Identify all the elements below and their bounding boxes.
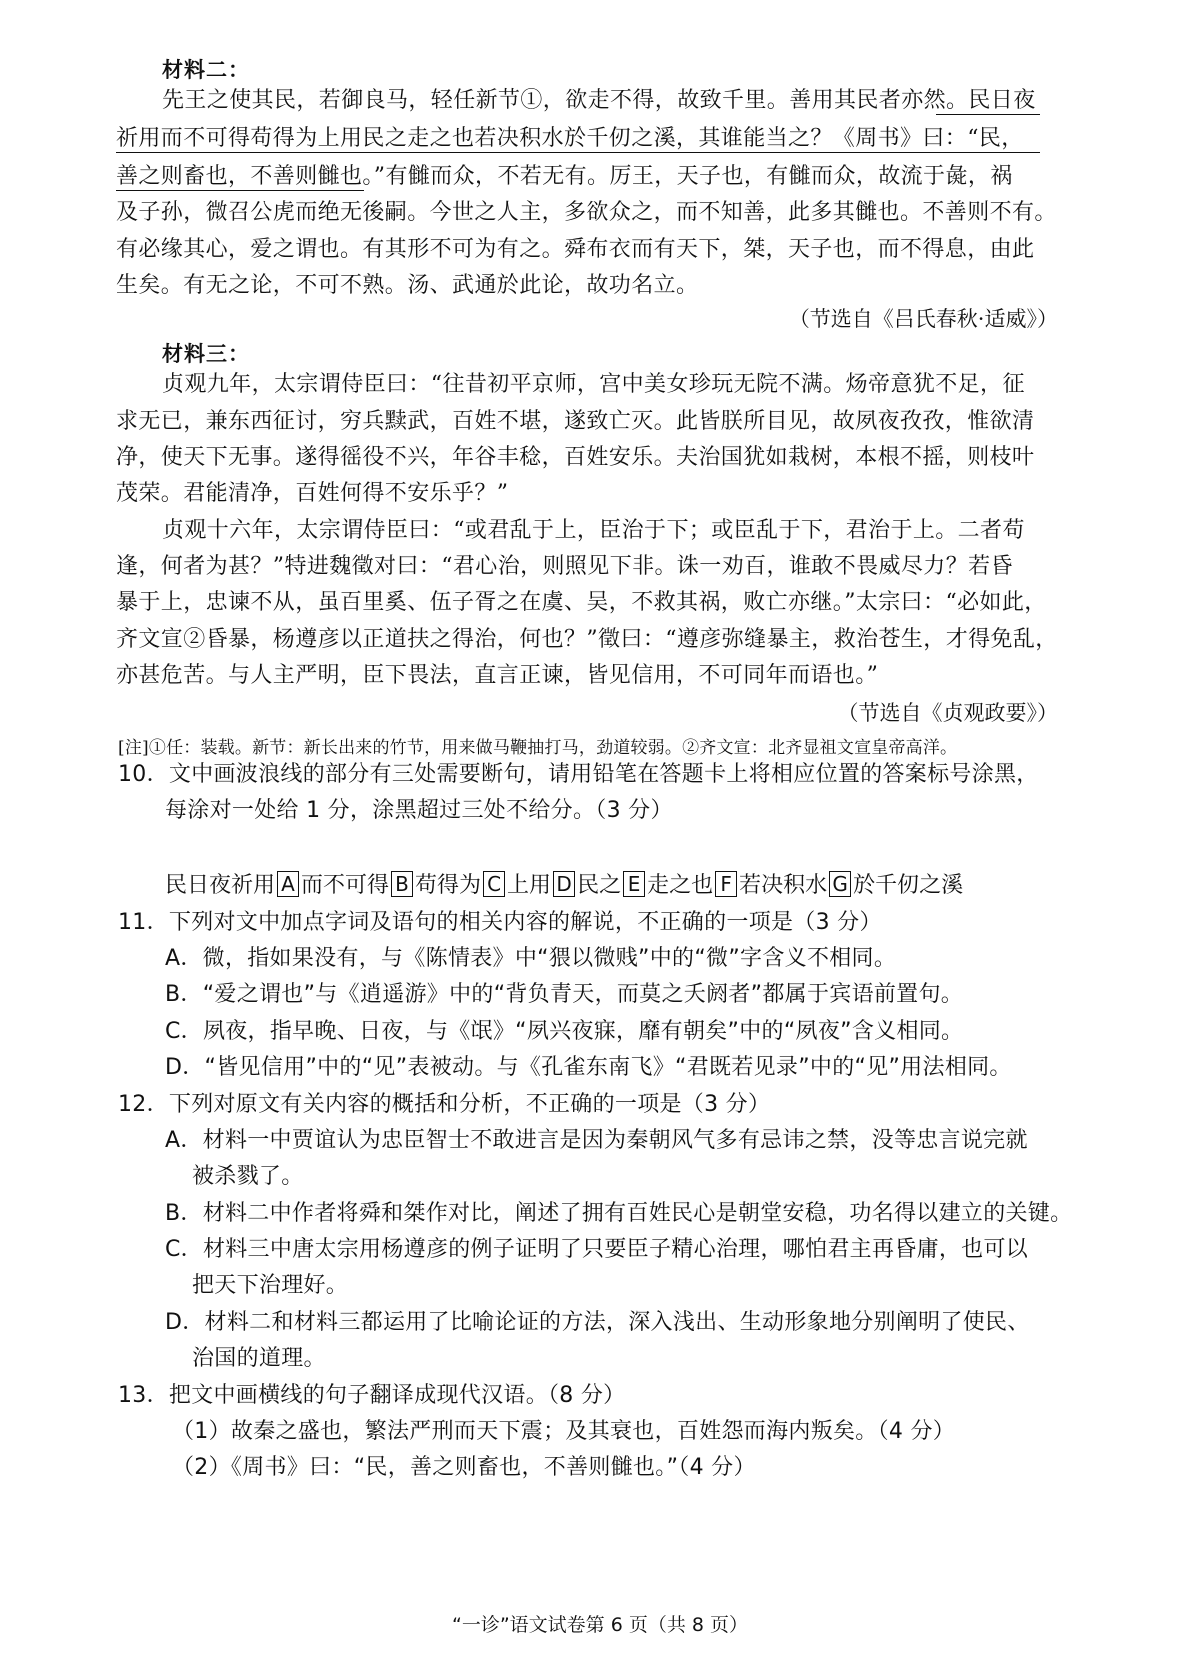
- translation-item-1: （1）故秦之盛也，繁法严刑而天下震；及其衰也，百姓怨而海内叛矣。（4 分）: [172, 1419, 956, 1444]
- text-segment: 而不可得: [301, 873, 390, 898]
- material2-line: 生矣。有无之论，不可不熟。汤、武通於此论，故功名立。: [116, 273, 699, 298]
- option-b[interactable]: B．材料二中作者将舜和桀作对比，阐述了拥有百姓民心是朝堂安稳，功名得以建立的关键。: [165, 1201, 1073, 1226]
- option-a-cont: 被杀戮了。: [192, 1164, 304, 1189]
- material2-source: （节选自《吕氏春秋·适威》）: [788, 307, 1058, 331]
- material2-line: 善之则畜也，不善则雠也。”有雠而众，不若无有。厉王，天子也，有雠而众，故流于彘，祸: [116, 164, 1013, 189]
- underline-mark: [116, 190, 364, 191]
- text-segment: 若决积水: [739, 873, 828, 898]
- question-12-stem: 12．下列对原文有关内容的概括和分析，不正确的一项是（3 分）: [118, 1092, 771, 1117]
- sentence-break-row: [165, 868, 963, 899]
- answer-box-f[interactable]: F: [715, 871, 737, 897]
- option-a[interactable]: A．材料一中贾谊认为忠臣智士不敢进言是因为秦朝风气多有忌讳之禁，没等忠言说完就: [165, 1128, 1028, 1153]
- material3-line: 贞观九年，太宗谓侍臣曰：“往昔初平京师，宫中美女珍玩无院不满。炀帝意犹不足，征: [162, 372, 1025, 397]
- material2-heading: 材料二：: [162, 57, 250, 82]
- question-11-stem: 11．下列对文中加点字词及语句的相关内容的解说，不正确的一项是（3 分）: [118, 910, 882, 935]
- text-segment: 民日夜祈用: [165, 873, 276, 898]
- question-10-stem: 10．文中画波浪线的部分有三处需要断句，请用铅笔在答题卡上将相应位置的答案标号涂黑，: [118, 762, 1039, 787]
- option-c-cont: 把天下治理好。: [192, 1273, 349, 1298]
- option-d[interactable]: D．材料二和材料三都运用了比喻论证的方法，深入浅出、生动形象地分别阐明了使民、: [165, 1310, 1030, 1335]
- text-segment: 於千仞之溪: [853, 873, 964, 898]
- underline-mark: [936, 114, 1040, 115]
- answer-box-e[interactable]: E: [623, 871, 645, 897]
- material3-line: 茂荣。君能清净，百姓何得不安乐乎？”: [116, 481, 509, 506]
- material3-line: 亦甚危苦。与人主严明，臣下畏法，直言正谏，皆见信用，不可同年而语也。”: [116, 663, 879, 688]
- question-13-stem: 13．把文中画横线的句子翻译成现代汉语。（8 分）: [118, 1383, 626, 1408]
- answer-box-g[interactable]: G: [829, 871, 851, 897]
- material2-line: 祈用而不可得苟得为上用民之走之也若决积水於千仞之溪，其谁能当之？《周书》曰：“民，: [116, 126, 1024, 151]
- material3-line: 齐文宣②昏暴，杨遵彦以正道扶之得治，何也？”徵曰：“遵彦弥缝暴主，救治苍生，才得免乱，: [116, 627, 1058, 652]
- option-b[interactable]: B．“爱之谓也”与《逍遥游》中的“背负青天，而莫之夭阏者”都属于宾语前置句。: [165, 982, 964, 1007]
- material3-heading: 材料三：: [162, 341, 250, 366]
- footnote: [注]①任：装载。新节：新长出来的竹节，用来做马鞭抽打马，劲道较弱。②齐文宣：北齐显祖文宣皇帝高洋。: [118, 738, 958, 758]
- material2-line: 及子孙，微召公虎而绝无後嗣。今世之人主，多欲众之，而不知善，此多其雠也。不善则不有。: [116, 200, 1057, 225]
- question-10-stem-cont: 每涂对一处给 1 分，涂黑超过三处不给分。（3 分）: [165, 798, 673, 823]
- option-a[interactable]: A．微，指如果没有，与《陈情表》中“猥以微贱”中的“微”字含义不相同。: [165, 946, 897, 971]
- page-footer: “一诊”语文试卷第 6 页（共 8 页）: [451, 1614, 749, 1636]
- answer-box-d[interactable]: D: [553, 871, 575, 897]
- material3-line: 逢，何者为甚？”特进魏徵对曰：“君心治，则照见下非。诛一劝百，谁敢不畏威尽力？若昏: [116, 554, 1013, 579]
- material3-line: 求无已，兼东西征讨，穷兵黩武，百姓不堪，遂致亡灭。此皆朕所目见，故夙夜孜孜，惟欲清: [116, 409, 1035, 434]
- option-d[interactable]: D．“皆见信用”中的“见”表被动。与《孔雀东南飞》“君既若见录”中的“见”用法相同。: [165, 1055, 1012, 1080]
- text-segment: 民之: [577, 873, 622, 898]
- option-d-cont: 治国的道理。: [192, 1346, 326, 1371]
- text-segment: 苟得为: [415, 873, 482, 898]
- material3-line: 暴于上，忠谏不从，虽百里奚、伍子胥之在虞、吴，不救其祸，败亡亦继。”太宗曰：“必如此，: [116, 590, 1047, 615]
- underline-mark: [116, 152, 1040, 153]
- material3-line: 贞观十六年，太宗谓侍臣曰：“或君乱于上，臣治于下；或臣乱于下，君治于上。二者苟: [162, 518, 1025, 543]
- material2-line: 先王之使其民，若御良马，轻任新节①，欲走不得，故致千里。善用其民者亦然。民日夜: [162, 88, 1036, 113]
- material3-line: 净，使天下无事。遂得徭役不兴，年谷丰稔，百姓安乐。夫治国犹如栽树，本根不摇，则枝叶: [116, 445, 1035, 470]
- text-segment: 走之也: [647, 873, 714, 898]
- answer-box-c[interactable]: C: [483, 871, 505, 897]
- option-c[interactable]: C．材料三中唐太宗用杨遵彦的例子证明了只要臣子精心治理，哪怕君主再昏庸，也可以: [165, 1237, 1029, 1262]
- text-segment: 上用: [507, 873, 552, 898]
- material2-line: 有必缘其心，爱之谓也。有其形不可为有之。舜布衣而有天下，桀，天子也，而不得息，由此: [116, 237, 1035, 262]
- answer-box-b[interactable]: B: [391, 871, 413, 897]
- option-c[interactable]: C．夙夜，指早晚、日夜，与《氓》“夙兴夜寐，靡有朝矣”中的“夙夜”含义相同。: [165, 1019, 964, 1044]
- answer-box-a[interactable]: A: [277, 871, 299, 897]
- material3-source: （节选自《贞观政要》）: [837, 701, 1058, 725]
- translation-item-2: （2）《周书》曰：“民，善之则畜也，不善则雠也。”（4 分）: [172, 1455, 756, 1480]
